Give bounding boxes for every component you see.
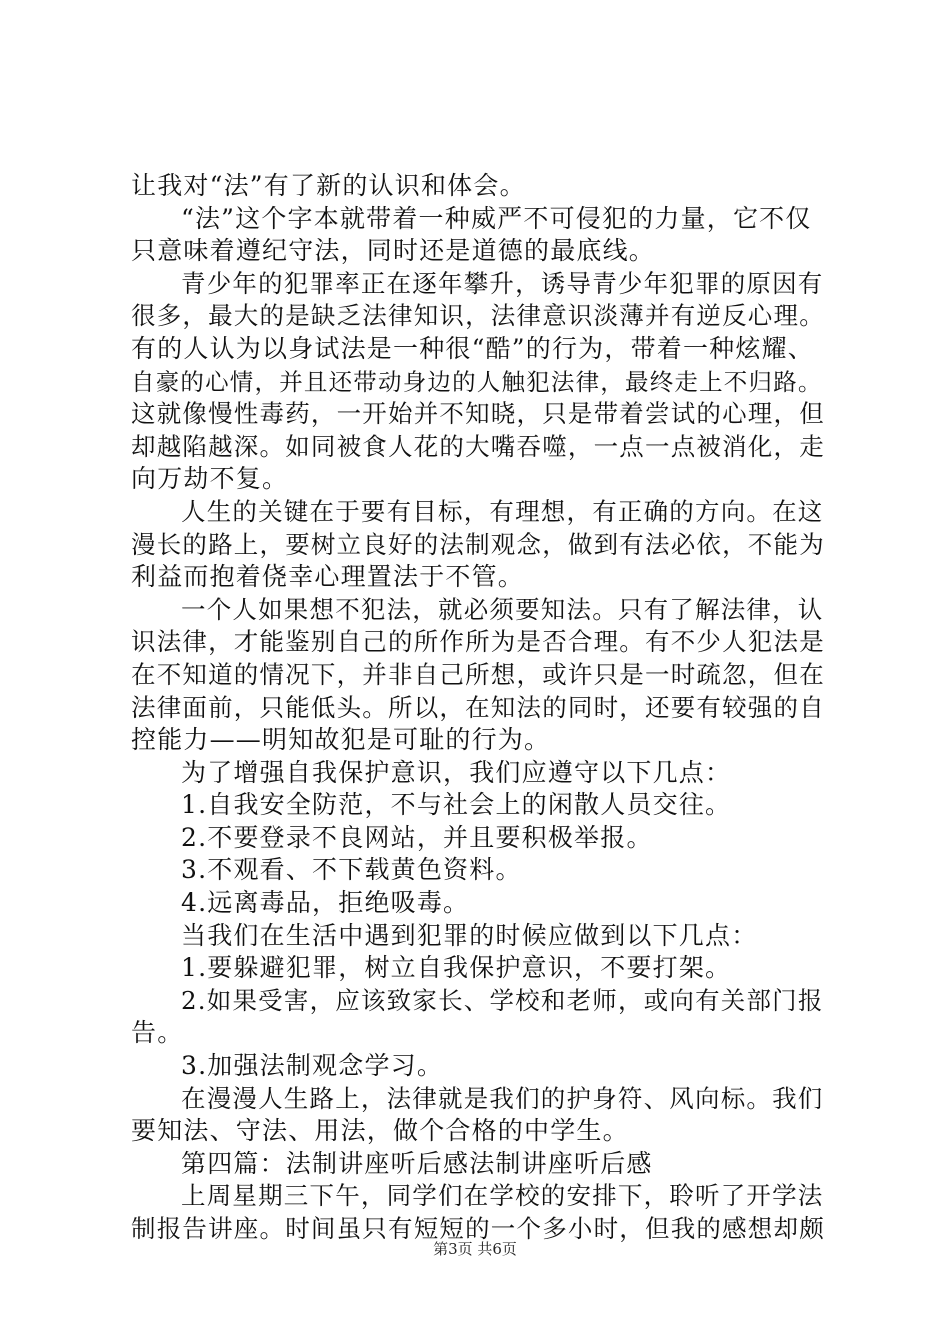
text-line: 这就像慢性毒药，一开始并不知晓，只是带着尝试的心理，但 <box>131 399 825 429</box>
text-line: 识法律，才能鉴别自己的所作所为是否合理。有不少人犯法是 <box>131 627 825 657</box>
text-line: 上周星期三下午，同学们在学校的安排下，聆听了开学法 <box>181 1181 824 1211</box>
page-footer: 第3页 共6页 <box>433 1240 517 1258</box>
text-line: 1.要躲避犯罪，树立自我保护意识，不要打架。 <box>181 953 732 983</box>
text-line: 4.远离毒品，拒绝吸毒。 <box>181 888 470 918</box>
text-line: 法律面前，只能低头。所以，在知法的同时，还要有较强的自 <box>131 692 825 722</box>
text-line: 3.加强法制观念学习。 <box>181 1051 444 1081</box>
text-line: 向万劫不复。 <box>131 464 289 494</box>
text-line: 在不知道的情况下，并非自己所想，或许只是一时疏忽，但在 <box>131 659 825 689</box>
text-line: “法”这个字本就带着一种威严不可侵犯的力量，它不仅 <box>181 203 812 233</box>
text-line: 让我对“法”有了新的认识和体会。 <box>131 171 526 200</box>
text-line: 只意味着遵纪守法，同时还是道德的最底线。 <box>131 236 656 266</box>
text-line: 要知法、守法、用法，做个合格的中学生。 <box>131 1116 629 1146</box>
text-line: 一个人如果想不犯法，就必须要知法。只有了解法律，认 <box>181 594 824 624</box>
text-line: 第四篇：法制讲座听后感法制讲座听后感 <box>181 1148 653 1178</box>
text-line: 在漫漫人生路上，法律就是我们的护身符、风向标。我们 <box>181 1083 824 1113</box>
text-line: 漫长的路上，要树立良好的法制观念，做到有法必依，不能为 <box>131 529 825 559</box>
text-line: 为了增强自我保护意识，我们应遵守以下几点： <box>181 757 732 787</box>
text-line: 控能力——明知故犯是可耻的行为。 <box>131 725 551 755</box>
text-line: 利益而抱着侥幸心理置法于不管。 <box>131 562 525 592</box>
document-body <box>131 170 831 1246</box>
text-line: 很多，最大的是缺乏法律知识，法律意识淡薄并有逆反心理。 <box>131 301 825 331</box>
text-line: 制报告讲座。时间虽只有短短的一个多小时，但我的感想却颇 <box>131 1214 825 1243</box>
text-line: 1.自我安全防范，不与社会上的闲散人员交往。 <box>181 790 732 820</box>
text-line: 3.不观看、不下载黄色资料。 <box>181 855 522 885</box>
text-line: 当我们在生活中遇到犯罪的时候应做到以下几点： <box>181 920 758 950</box>
text-line: 人生的关键在于要有目标，有理想，有正确的方向。在这 <box>181 496 824 526</box>
text-line: 2.不要登录不良网站，并且要积极举报。 <box>181 822 653 852</box>
text-line: 有的人认为以身试法是一种很“酷”的行为，带着一种炫耀、 <box>131 333 814 363</box>
text-line: 青少年的犯罪率正在逐年攀升，诱导青少年犯罪的原因有 <box>181 268 824 298</box>
text-line: 却越陷越深。如同被食人花的大嘴吞噬，一点一点被消化，走 <box>131 431 825 461</box>
text-line: 告。 <box>131 1018 184 1048</box>
text-line: 2.如果受害，应该致家长、学校和老师，或向有关部门报 <box>181 985 824 1015</box>
text-line: 自豪的心情，并且还带动身边的人触犯法律，最终走上不归路。 <box>131 367 823 396</box>
